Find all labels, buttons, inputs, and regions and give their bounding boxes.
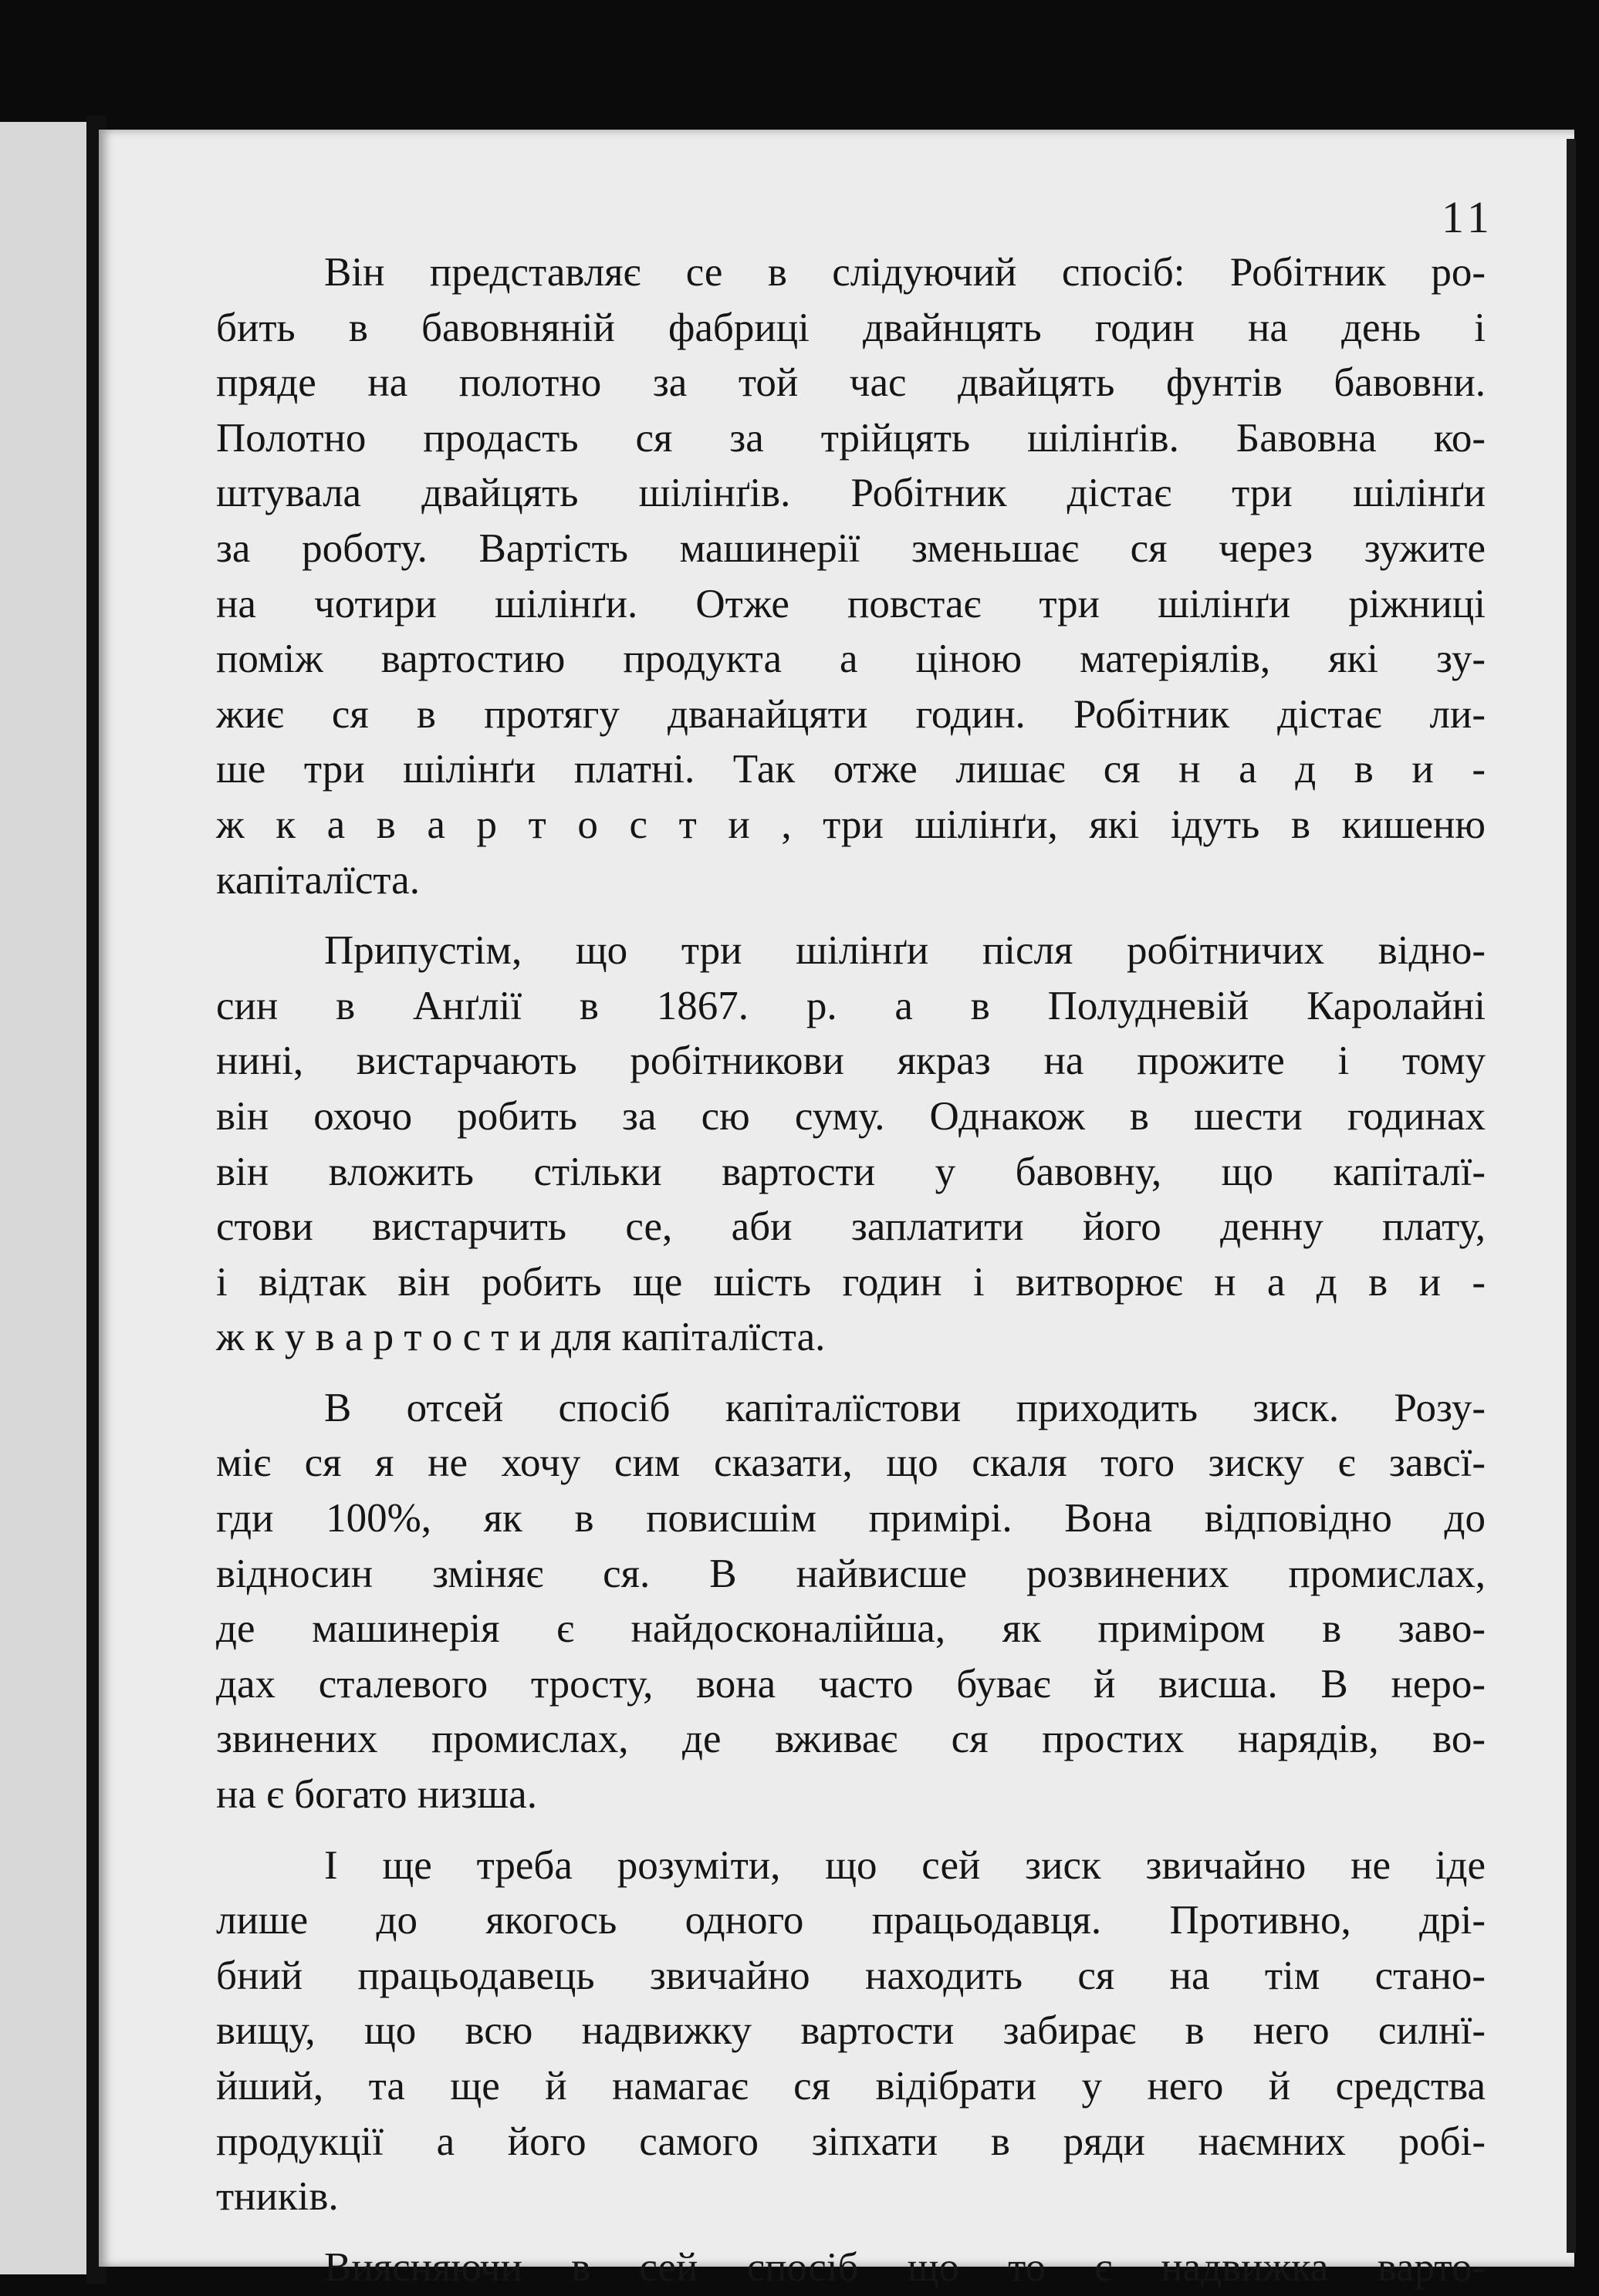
book-page xyxy=(99,130,1574,2290)
page-text xyxy=(216,245,1486,2295)
paragraph-5 xyxy=(216,2240,1486,2296)
text-line: В отсей спосіб капіталїстови приходить зиск. Розу- xyxy=(324,1385,1486,1430)
text-line: пряде на полотно за той час двайцять фунтів бавовни. xyxy=(216,360,1486,406)
text-line: продукції а його самого зіпхати в ряди наємних робі- xyxy=(216,2119,1486,2164)
text-line: жиє ся в протягу дванайцяти годин. Робітник дістає ли- xyxy=(216,691,1486,737)
text-line: Виясняючи в сей спосіб що то є надвижка варто- xyxy=(324,2244,1486,2290)
text-line: за роботу. Вартість машинерії зменьшає ся через зужите xyxy=(216,525,1486,571)
text-line: де машинерія є найдосконалійша, як приміром в заво- xyxy=(216,1606,1486,1652)
text-line: і відтак він робить ще шість годин і витворює н а д в и - xyxy=(216,1259,1486,1305)
text-line: Він представляє се в слідуючий спосіб: Робітник ро- xyxy=(324,250,1486,295)
text-line: на чотири шілінґи. Отже повстає три шілінґи ріжниці xyxy=(216,581,1486,626)
text-line: стови вистарчить се, аби заплатити його денну плату, xyxy=(216,1204,1486,1250)
text-line: тників. xyxy=(216,2174,339,2220)
paragraph-2 xyxy=(216,923,1486,1366)
text-line: ж к а в а р т о с т и , три шілінґи, які ідуть в кишеню xyxy=(216,802,1486,847)
text-line: нині, вистарчають робітникови якраз на прожите і тому xyxy=(216,1038,1486,1084)
facing-page-edge xyxy=(0,122,86,2274)
text-line: бний працьодавець звичайно находить ся на тім стано- xyxy=(216,1953,1486,1998)
page-number: 11 xyxy=(1442,192,1494,242)
text-line: поміж вартостию продукта а ціною матеріялів, які зу- xyxy=(216,636,1486,682)
text-line: лише до якогось одного працьодавця. Противно, дрі- xyxy=(216,1898,1486,1943)
text-line: він вложить стільки вартости у бавовну, що капіталї- xyxy=(216,1149,1486,1194)
text-line: гди 100%, як в повисшім примірі. Вона відповідно до xyxy=(216,1496,1486,1541)
text-line: він охочо робить за сю суму. Однакож в шести годинах xyxy=(216,1093,1486,1139)
text-line: на є богато низша. xyxy=(216,1772,537,1818)
text-line: дах сталевого тросту, вона часто буває й висша. В неро- xyxy=(216,1661,1486,1707)
text-line: міє ся я не хочу сим сказати, що скаля того зиску є завсї- xyxy=(216,1440,1486,1486)
page-right-edge xyxy=(1567,139,1576,2253)
paragraph-1 xyxy=(216,245,1486,908)
text-line: капіталїста. xyxy=(216,857,420,903)
text-line: вищу, що всю надвижку вартости забирає в него силнї- xyxy=(216,2008,1486,2054)
text-line: ж к у в а р т о с т и для капіталїста. xyxy=(216,1315,826,1360)
text-line: Припустім, що три шілінґи після робітничих відно- xyxy=(324,928,1486,974)
text-line: ше три шілінґи платні. Так отже лишає ся н а д в и - xyxy=(216,747,1486,792)
text-line: син в Анґлії в 1867. р. а в Полудневій Каролайні xyxy=(216,983,1486,1028)
text-line: йший, та ще й намагає ся відібрати у него й средства xyxy=(216,2064,1486,2109)
paragraph-4 xyxy=(216,1838,1486,2225)
text-line: звинених промислах, де вживає ся простих нарядів, во- xyxy=(216,1717,1486,1762)
text-line: штувала двайцять шілінґів. Робітник дістає три шілінґи xyxy=(216,471,1486,516)
text-line: відносин зміняє ся. В найвисше розвинених промислах, xyxy=(216,1551,1486,1596)
paragraph-3 xyxy=(216,1381,1486,1823)
text-line: І ще треба розуміти, що сей зиск звичайно не іде xyxy=(324,1842,1486,1888)
text-line: Полотно продасть ся за трійцять шілінґів. Бавовна ко- xyxy=(216,415,1486,461)
text-line: бить в бавовняній фабриці двайнцять годин на день і xyxy=(216,305,1486,350)
